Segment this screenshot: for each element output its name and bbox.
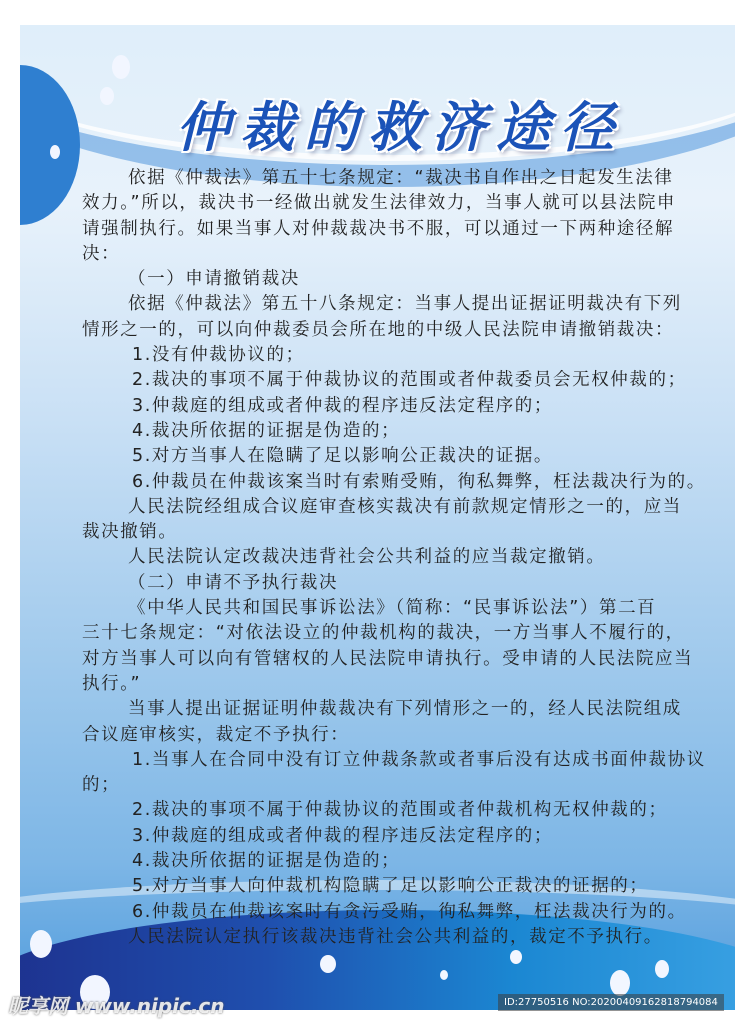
text-line: 5.对方当事人在隐瞒了足以影响公正裁决的证据。: [132, 446, 553, 467]
text-line: 人民法院认定改裁决违背社会公共利益的应当裁定撤销。: [128, 547, 606, 568]
text-line: 1.当事人在合同中没有订立仲裁条款或者事后没有达成书面仲裁协议: [132, 749, 706, 770]
text-line: 依据《仲裁法》第五十七条规定：“裁决书自作出之日起发生法律: [128, 168, 674, 188]
text-line: 1.没有仲裁协议的；: [132, 345, 305, 366]
bubble-icon: [510, 950, 522, 964]
bubble-icon: [655, 960, 669, 978]
text-line: 《中华人民共和国民事诉讼法》（简称：“民事诉讼法”）第二百: [128, 598, 657, 619]
bubble-icon: [50, 145, 60, 159]
text-line: 6.仲裁员在仲裁该案当时有索贿受贿，徇私舞弊，枉法裁决行为的。: [132, 471, 706, 492]
document-body: [82, 166, 732, 950]
bubble-icon: [610, 970, 630, 996]
text-line: 2.裁决的事项不属于仲裁协议的范围或者仲裁机构无权仲裁的；: [132, 800, 668, 821]
text-line: （一）申请撤销裁决: [128, 269, 300, 290]
text-line: 5.对方当事人向仲裁机构隐瞒了足以影响公正裁决的证据的；: [132, 876, 649, 897]
text-line: 人民法院认定执行该裁决违背社会公共利益的，裁定不予执行。: [128, 926, 663, 947]
bubble-icon: [100, 87, 114, 105]
page-title: 仲裁的救济途径: [176, 95, 624, 159]
bubble-icon: [30, 930, 52, 958]
bubble-icon: [320, 955, 336, 973]
text-line: 3.仲裁庭的组成或者仲裁的程序违反法定程序的；: [132, 395, 553, 416]
text-line: 决：: [82, 243, 121, 264]
text-line: 合议庭审核实，裁定不予执行：: [82, 724, 350, 745]
text-line: 三十七条规定：“对依法设立的仲裁机构的裁决，一方当事人不履行的，: [82, 623, 685, 644]
text-line: 请强制执行。如果当事人对仲裁裁决书不服，可以通过一下两种途径解: [82, 218, 675, 239]
text-line: 依据《仲裁法》第五十八条规定：当事人提出证据证明裁决有下列: [128, 294, 682, 315]
text-line: 的；: [82, 775, 121, 796]
text-line: 当事人提出证据证明仲裁裁决有下列情形之一的，经人民法院组成: [128, 699, 682, 720]
text-line: 3.仲裁庭的组成或者仲裁的程序违反法定程序的；: [132, 825, 553, 846]
text-line: 2.裁决的事项不属于仲裁协议的范围或者仲裁委员会无权仲裁的；: [132, 370, 687, 391]
poster: [20, 25, 735, 1010]
watermark: 昵享网 www.nipic.cn: [8, 994, 225, 1018]
bubble-icon: [112, 55, 130, 79]
image-id-label: ID:27750516 NO:20200409162818794084: [498, 994, 724, 1011]
text-line: 4.裁决所依据的证据是伪造的；: [132, 420, 401, 441]
text-line: 执行。”: [82, 673, 142, 694]
text-line: 人民法院经组成合议庭审查核实裁决有前款规定情形之一的，应当: [128, 496, 682, 517]
text-line: （二）申请不予执行裁决: [128, 572, 339, 593]
text-line: 6.仲裁员在仲裁该案时有贪污受贿，徇私舞弊，枉法裁决行为的。: [132, 901, 687, 922]
text-line: 效力。”所以，裁决书一经做出就发生法律效力，当事人就可以县法院申: [82, 193, 677, 214]
text-line: 裁决撤销。: [82, 522, 178, 543]
text-line: 对方当事人可以向有管辖权的人民法院申请执行。受申请的人民法院应当: [82, 648, 694, 669]
text-line: 情形之一的，可以向仲裁委员会所在地的中级人民法院申请撤销裁决：: [82, 319, 675, 340]
text-line: 4.裁决所依据的证据是伪造的；: [132, 851, 401, 872]
bubble-icon: [440, 970, 448, 980]
